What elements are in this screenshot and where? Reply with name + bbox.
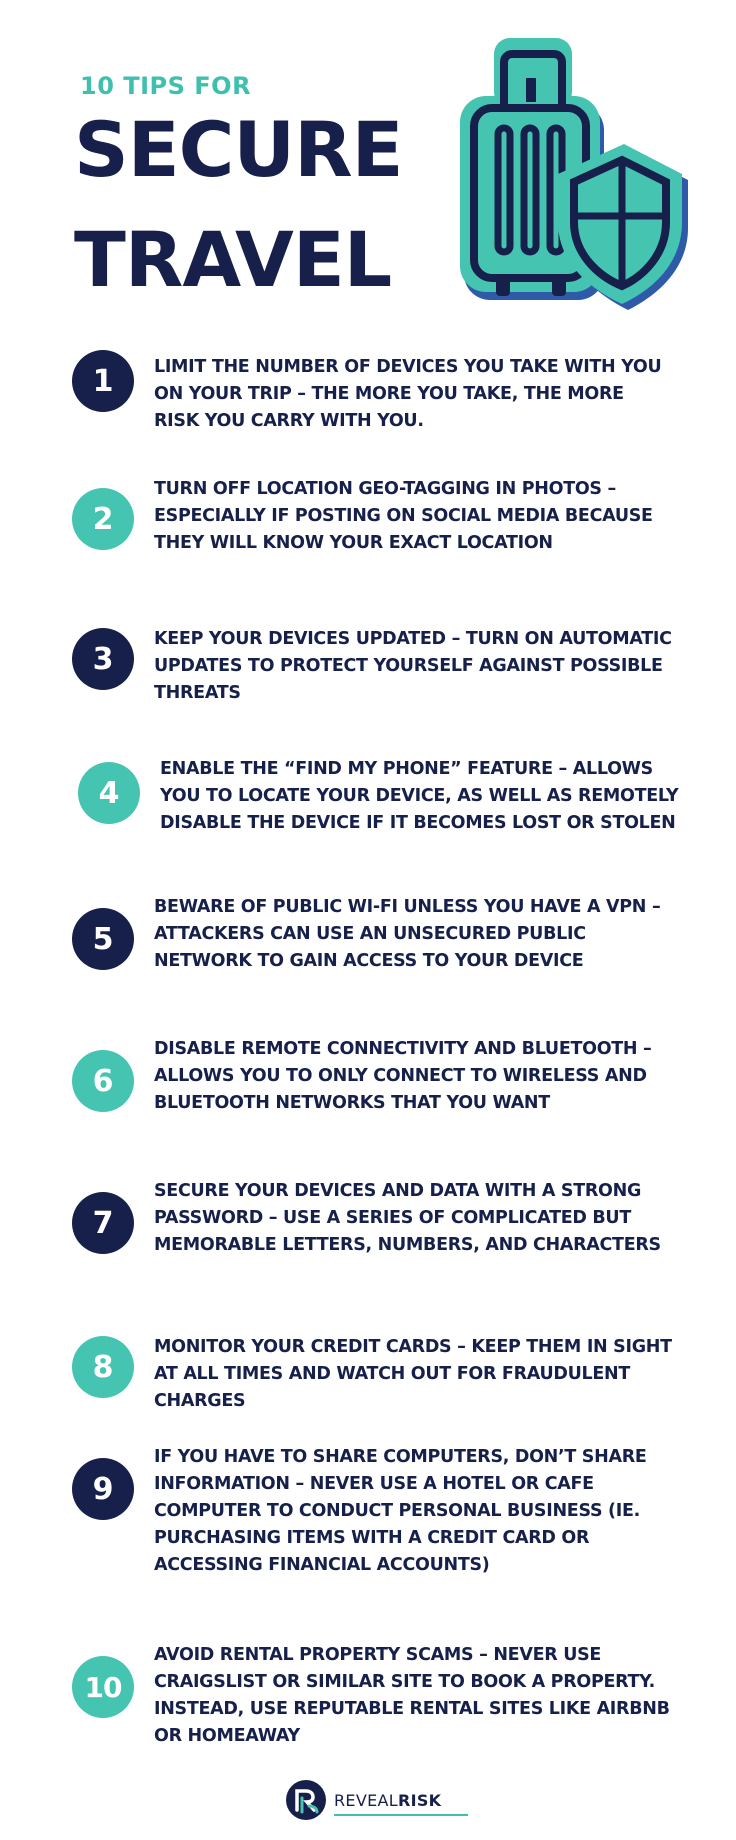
brand-name: REVEALRISK: [334, 1790, 442, 1810]
tip-number-badge: 7: [72, 1192, 134, 1254]
tip-number-badge: 3: [72, 628, 134, 690]
kicker-text: 10 TIPS FOR: [80, 72, 252, 100]
tip-number-badge: 6: [72, 1050, 134, 1112]
footer-brand: [284, 1778, 484, 1822]
tip-number-badge: 5: [72, 908, 134, 970]
page-title-line-2: TRAVEL: [74, 215, 392, 304]
luggage-with-shield-icon: [460, 38, 690, 318]
tip-text: LIMIT THE NUMBER OF DEVICES YOU TAKE WITH YOU ON YOUR TRIP – THE MORE YOU TAKE, THE MORE RISK YOU CARRY WITH YOU.: [154, 357, 662, 431]
page-title-line-1: SECURE: [74, 105, 403, 194]
tip-number-badge: 4: [78, 762, 140, 824]
tip-number-badge: 2: [72, 488, 134, 550]
tip-text: KEEP YOUR DEVICES UPDATED – TURN ON AUTOMATIC UPDATES TO PROTECT YOURSELF AGAINST POSSIBLE THREATS: [154, 629, 672, 703]
tip-number-badge: 9: [72, 1458, 134, 1520]
tip-text: ENABLE THE “FIND MY PHONE” FEATURE – ALLOWS YOU TO LOCATE YOUR DEVICE, AS WELL AS REMOTELY DISABLE THE DEVICE IF IT BECOMES LOST OR STOLEN: [160, 759, 679, 833]
tip-text: MONITOR YOUR CREDIT CARDS – KEEP THEM IN SIGHT AT ALL TIMES AND WATCH OUT FOR FRAUDULENT CHARGES: [154, 1337, 672, 1411]
tip-text: TURN OFF LOCATION GEO-TAGGING IN PHOTOS – ESPECIALLY IF POSTING ON SOCIAL MEDIA BECAUSE THEY WILL KNOW YOUR EXACT LOCATION: [154, 479, 653, 553]
tip-text: DISABLE REMOTE CONNECTIVITY AND BLUETOOTH – ALLOWS YOU TO ONLY CONNECT TO WIRELESS AND BLUETOOTH NETWORKS THAT YOU WANT: [154, 1039, 652, 1113]
tip-text: SECURE YOUR DEVICES AND DATA WITH A STRONG PASSWORD – USE A SERIES OF COMPLICATED BUT MEMORABLE LETTERS, NUMBERS, AND CHARACTERS: [154, 1181, 661, 1255]
tip-number-badge: 8: [72, 1336, 134, 1398]
revealrisk-logo-icon: [284, 1778, 328, 1822]
brand-underline: [334, 1814, 468, 1816]
tip-text: BEWARE OF PUBLIC WI-FI UNLESS YOU HAVE A VPN – ATTACKERS CAN USE AN UNSECURED PUBLIC NETWORK TO GAIN ACCESS TO YOUR DEVICE: [154, 897, 661, 971]
tip-text: AVOID RENTAL PROPERTY SCAMS – NEVER USE CRAIGSLIST OR SIMILAR SITE TO BOOK A PROPERTY. INSTEAD, USE REPUTABLE RENTAL SITES LIKE AIRBNB OR HOMEAWAY: [154, 1645, 670, 1746]
tip-text: IF YOU HAVE TO SHARE COMPUTERS, DON’T SHARE INFORMATION – NEVER USE A HOTEL OR CAFE COMPUTER TO CONDUCT PERSONAL BUSINESS (IE. PURCHASING ITEMS WITH A CREDIT CARD OR ACCESSING FINANCIAL ACCOUNTS): [154, 1447, 647, 1575]
tip-number-badge: 1: [72, 350, 134, 412]
tip-number-badge: 10: [72, 1656, 134, 1718]
